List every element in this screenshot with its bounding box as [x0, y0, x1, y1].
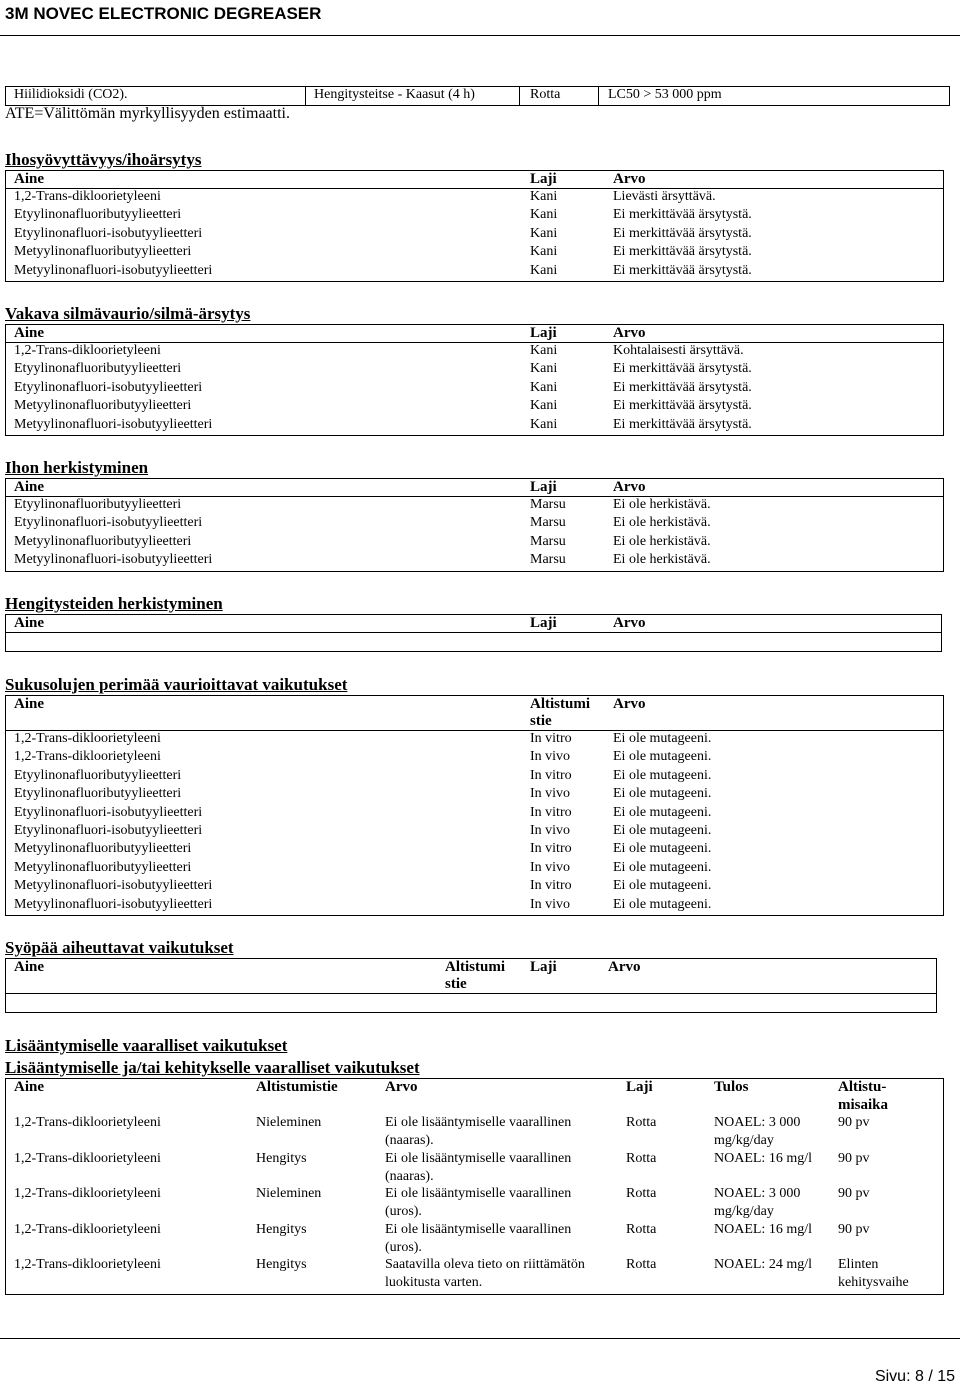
table-cell: 1,2-Trans-dikloorietyleeni	[14, 749, 161, 765]
table-cell: Ei ole mutageeni.	[613, 859, 712, 875]
table-cell: 1,2-Trans-dikloorietyleeni	[14, 1150, 161, 1166]
table-cell: Etyylinonafluoributyylieetteri	[14, 497, 182, 512]
table-cell: 1,2-Trans-dikloorietyleeni	[14, 1221, 161, 1237]
table-cell: Metyylinonafluori-isobutyylieetteri	[14, 896, 213, 912]
table-cell: Metyylinonafluori-isobutyylieetteri	[14, 552, 213, 568]
table-cell: 90 pv	[838, 1186, 870, 1201]
table-cell: Kani	[530, 398, 558, 414]
table-cell: Rotta	[626, 1115, 657, 1130]
table-cell: Metyylinonafluoributyylieetteri	[14, 244, 192, 260]
table-cell: 90 pv	[838, 1150, 870, 1166]
table-cell: Ei merkittävää ärsytystä.	[613, 398, 752, 414]
table-cell: Marsu	[530, 497, 566, 512]
co2-row-divider	[598, 86, 599, 105]
section-title: Vakava silmävaurio/silmä-ärsytys	[5, 304, 251, 323]
table-cell: Kani	[530, 379, 558, 395]
document-title: 3M NOVEC ELECTRONIC DEGREASER	[5, 4, 322, 23]
table-cell: Nieleminen	[256, 1186, 322, 1201]
table-cell: Ei merkittävää ärsytystä.	[613, 379, 752, 395]
table-cell: Ei ole lisääntymiselle vaarallinen (uros).	[385, 1221, 572, 1255]
table-cell: Metyylinonafluori-isobutyylieetteri	[14, 262, 213, 278]
table-header-cell: Aine	[14, 615, 44, 631]
table-cell: Metyylinonafluoributyylieetteri	[14, 859, 192, 875]
table-cell: In vivo	[530, 749, 571, 765]
section-title: Hengitysteiden herkistyminen	[5, 594, 223, 613]
table-cell: Rotta	[626, 1186, 657, 1201]
table-cell: Saatavilla oleva tieto on riittämätön luokitusta varten.	[385, 1257, 585, 1290]
table-cell: 1,2-Trans-dikloorietyleeni	[14, 731, 161, 746]
table-cell: Kani	[530, 416, 558, 432]
table-cell: Marsu	[530, 533, 566, 549]
table-cell: Etyylinonafluori-isobutyylieetteri	[14, 804, 203, 820]
table-cell: Etyylinonafluoributyylieetteri	[14, 361, 182, 377]
table-cell: Ei ole mutageeni.	[613, 841, 712, 857]
table-cell: Kani	[530, 343, 558, 358]
table-header-cell: Altistumistie	[256, 1079, 338, 1095]
section-title: Sukusolujen perimää vaurioittavat vaikutukset	[5, 675, 348, 694]
document-header	[0, 0, 960, 36]
table-cell: In vivo	[530, 786, 571, 802]
ate-note: ATE=Välittömän myrkyllisyyden estimaatti.	[5, 105, 290, 122]
table-cell: Ei merkittävää ärsytystä.	[613, 225, 752, 241]
co2-value: LC50 > 53 000 ppm	[608, 87, 722, 102]
table-cell: Etyylinonafluori-isobutyylieetteri	[14, 225, 203, 241]
table-header-cell: Laji	[530, 325, 557, 341]
table-cell: NOAEL: 3 000 mg/kg/day	[714, 1186, 801, 1219]
table-header-cell: Aine	[14, 696, 44, 712]
table-cell: Marsu	[530, 515, 566, 531]
table-cell: Kani	[530, 207, 558, 223]
table-cell: Rotta	[626, 1221, 657, 1237]
table-cell: Kani	[530, 189, 558, 204]
table-cell: Ei ole herkistävä.	[613, 533, 711, 549]
table-header-cell: Arvo	[613, 615, 646, 631]
table-cell: Marsu	[530, 552, 566, 568]
co2-species: Rotta	[530, 87, 561, 102]
co2-route: Hengitysteitse - Kaasut (4 h)	[314, 87, 475, 102]
table-cell: Ei ole mutageeni.	[613, 786, 712, 802]
table-cell: Metyylinonafluori-isobutyylieetteri	[14, 878, 213, 894]
table-cell: Etyylinonafluori-isobutyylieetteri	[14, 515, 203, 531]
table-header-cell: Altistumi stie	[530, 696, 590, 729]
table-header-cell: Altistu- misaika	[838, 1079, 889, 1113]
table-header-cell: Arvo	[613, 696, 646, 712]
table-cell: 90 pv	[838, 1221, 870, 1237]
table-cell: Ei merkittävää ärsytystä.	[613, 207, 752, 223]
table-cell: Nieleminen	[256, 1115, 322, 1130]
table-header-cell: Aine	[14, 171, 44, 187]
section-title: Syöpää aiheuttavat vaikutukset	[5, 938, 234, 957]
table-cell: Ei ole lisääntymiselle vaarallinen (uros).	[385, 1186, 572, 1219]
table-cell: Hengitys	[256, 1257, 307, 1272]
table-header-cell: Aine	[14, 479, 44, 495]
table-cell: In vitro	[530, 731, 572, 746]
table-cell: Rotta	[626, 1257, 657, 1272]
table-cell: Etyylinonafluoributyylieetteri	[14, 767, 182, 783]
table-cell: Ei ole mutageeni.	[613, 731, 712, 746]
table-cell: Lievästi ärsyttävä.	[613, 189, 716, 204]
table-cell: Hengitys	[256, 1150, 307, 1166]
table-cell: Metyylinonafluoributyylieetteri	[14, 398, 192, 414]
table-cell: 90 pv	[838, 1115, 870, 1130]
table-cell: In vitro	[530, 767, 572, 783]
table-cell: Etyylinonafluori-isobutyylieetteri	[14, 823, 203, 838]
page-number: Sivu: 8 / 15	[874, 1368, 955, 1385]
table-cell: Kani	[530, 244, 558, 260]
table-cell: In vivo	[530, 823, 571, 838]
table-cell: Metyylinonafluoributyylieetteri	[14, 841, 192, 857]
co2-row	[5, 86, 950, 106]
table-cell: Kani	[530, 361, 558, 377]
table-cell: Etyylinonafluoributyylieetteri	[14, 207, 182, 223]
table-header-cell: Aine	[14, 959, 44, 975]
table-cell: Etyylinonafluoributyylieetteri	[14, 786, 182, 802]
table-cell: In vitro	[530, 804, 572, 820]
table-cell: Ei ole mutageeni.	[613, 804, 712, 820]
table-cell: Ei ole mutageeni.	[613, 878, 712, 894]
table-header-cell: Laji	[530, 959, 557, 975]
section-title: Ihon herkistyminen	[5, 458, 149, 477]
table-cell: Ei ole herkistävä.	[613, 552, 711, 568]
table-cell: Kani	[530, 225, 558, 241]
table-cell: NOAEL: 16 mg/l	[714, 1150, 812, 1166]
table-cell: 1,2-Trans-dikloorietyleeni	[14, 1186, 161, 1201]
table-cell: Etyylinonafluori-isobutyylieetteri	[14, 379, 203, 395]
section-title: Ihosyövyttävyys/ihoärsytys	[5, 150, 202, 169]
table-cell: In vitro	[530, 841, 572, 857]
footer-rule	[0, 1338, 960, 1339]
table-cell: Kohtalaisesti ärsyttävä.	[613, 343, 744, 358]
table-cell: Ei merkittävää ärsytystä.	[613, 244, 752, 260]
table-header-cell: Tulos	[714, 1079, 749, 1095]
table-header-rule	[5, 632, 941, 633]
table-cell: NOAEL: 3 000 mg/kg/day	[714, 1115, 801, 1148]
table-cell: 1,2-Trans-dikloorietyleeni	[14, 1257, 161, 1272]
table-cell: Kani	[530, 262, 558, 278]
table-cell: NOAEL: 16 mg/l	[714, 1221, 812, 1237]
table-cell: 1,2-Trans-dikloorietyleeni	[14, 189, 161, 204]
table-cell: Ei ole herkistävä.	[613, 497, 711, 512]
table-header-cell: Aine	[14, 1079, 44, 1095]
section-title: Lisääntymiselle vaaralliset vaikutukset	[5, 1036, 288, 1055]
table-cell: 1,2-Trans-dikloorietyleeni	[14, 343, 161, 358]
table-cell: Metyylinonafluoributyylieetteri	[14, 533, 192, 549]
section-subtitle: Lisääntymiselle ja/tai kehitykselle vaaralliset vaikutukset	[5, 1058, 420, 1077]
table-cell: Elinten kehitysvaihe	[838, 1257, 909, 1290]
table-cell: Ei ole lisääntymiselle vaarallinen (naaras).	[385, 1115, 572, 1148]
table-cell: Ei merkittävää ärsytystä.	[613, 416, 752, 432]
table-header-cell: Arvo	[608, 959, 641, 975]
table-header-cell: Arvo	[385, 1079, 418, 1095]
table-cell: Ei merkittävää ärsytystä.	[613, 262, 752, 278]
table-header-cell: Arvo	[613, 325, 646, 341]
table-cell: In vivo	[530, 859, 571, 875]
table-cell: Ei ole mutageeni.	[613, 749, 712, 765]
table-header-rule	[5, 993, 936, 994]
table-header-cell: Altistumi stie	[445, 959, 505, 992]
co2-substance: Hiilidioksidi (CO2).	[14, 87, 128, 102]
table-cell: Ei ole mutageeni.	[613, 767, 712, 783]
table-header-cell: Arvo	[613, 479, 646, 495]
table-frame	[5, 614, 942, 652]
table-header-cell: Aine	[14, 325, 44, 341]
table-cell: Ei ole herkistävä.	[613, 515, 711, 531]
table-cell: Ei ole mutageeni.	[613, 896, 712, 912]
table-cell: 1,2-Trans-dikloorietyleeni	[14, 1115, 161, 1130]
table-cell: Ei merkittävää ärsytystä.	[613, 361, 752, 377]
table-cell: Rotta	[626, 1150, 657, 1166]
table-cell: In vivo	[530, 896, 571, 912]
table-header-cell: Laji	[530, 615, 557, 631]
table-cell: NOAEL: 24 mg/l	[714, 1257, 812, 1272]
table-header-cell: Arvo	[613, 171, 646, 187]
co2-row-divider	[305, 86, 306, 105]
table-cell: Hengitys	[256, 1221, 307, 1237]
table-cell: In vitro	[530, 878, 572, 894]
table-header-cell: Laji	[530, 479, 557, 495]
co2-row-divider	[519, 86, 520, 105]
table-cell: Metyylinonafluori-isobutyylieetteri	[14, 416, 213, 432]
table-cell: Ei ole lisääntymiselle vaarallinen (naaras).	[385, 1150, 572, 1184]
table-header-cell: Laji	[530, 171, 557, 187]
table-cell: Ei ole mutageeni.	[613, 823, 712, 838]
table-header-cell: Laji	[626, 1079, 653, 1095]
